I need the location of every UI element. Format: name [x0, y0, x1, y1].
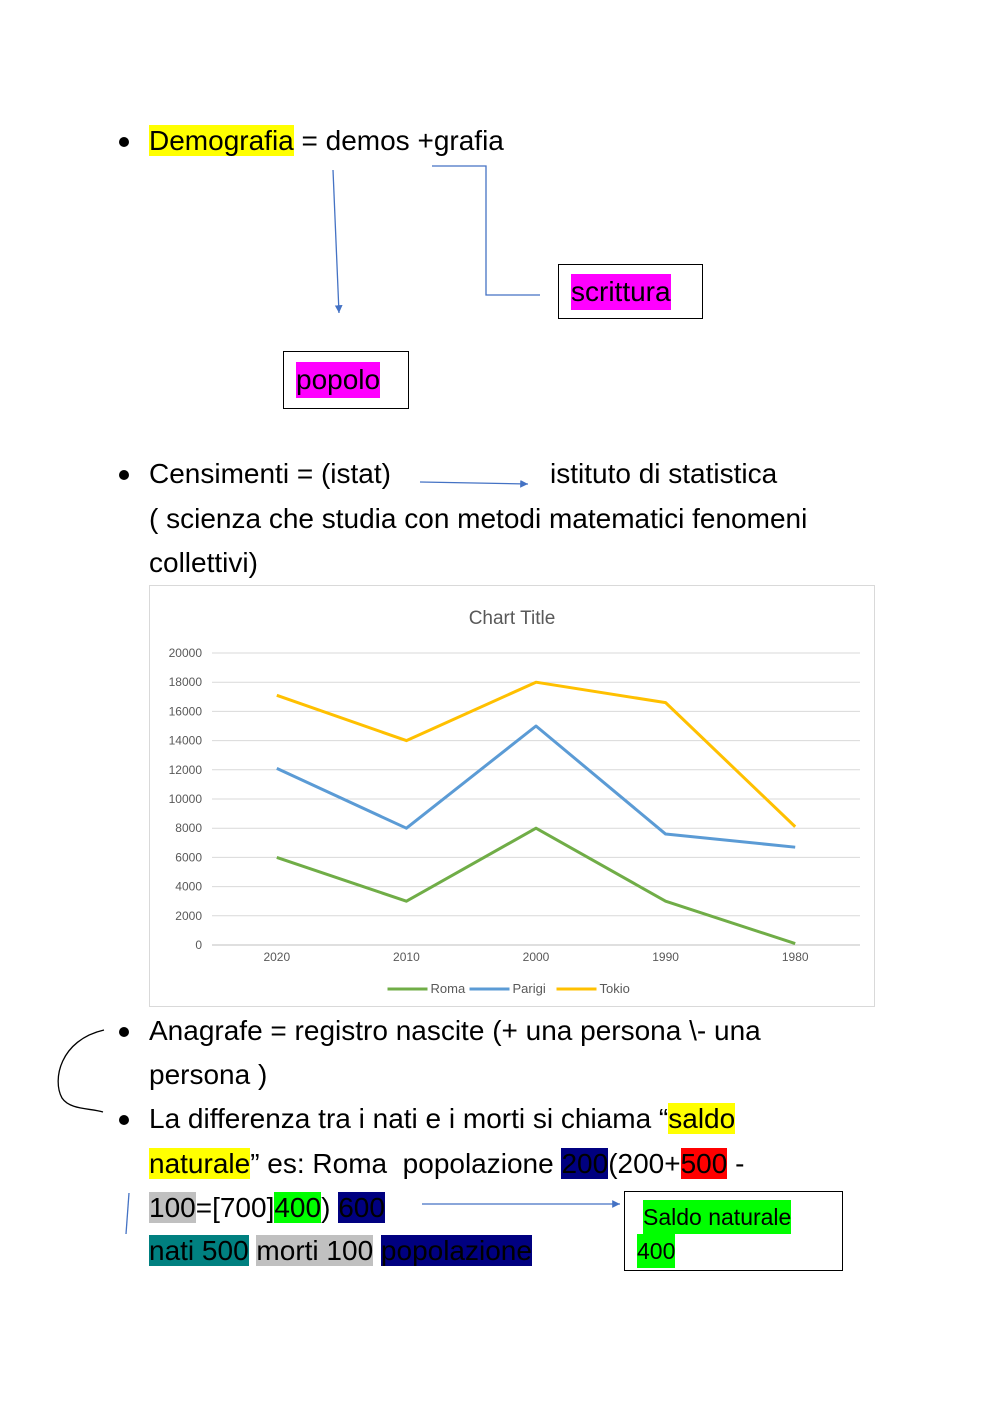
anagrafe-line-1: Anagrafe = registro nascite (+ una persona \- una [149, 1015, 761, 1046]
paren-200: (200+ [608, 1148, 681, 1179]
val-500: 500 [680, 1148, 728, 1179]
arrow-istat [420, 482, 528, 484]
chart-title: Chart Title [468, 608, 556, 629]
val-400: 400 [274, 1192, 322, 1223]
y-tick-label: 20000 [168, 646, 202, 660]
saldo-highlight: saldo [668, 1103, 736, 1134]
censimenti-line-1a: Censimenti = (istat) [149, 458, 391, 489]
y-tick-label: 14000 [168, 733, 202, 748]
saldo-text: La differenza tra i nati e i morti si chiama “ [149, 1103, 669, 1134]
close-paren: ) [321, 1192, 339, 1223]
x-tick-label: 1990 [652, 950, 679, 964]
margin-mark [126, 1193, 129, 1234]
scrittura-label: scrittura [571, 274, 671, 310]
morti-100: morti 100 [256, 1235, 374, 1266]
connector-to-scrittura [432, 166, 540, 295]
y-tick-label: 2000 [175, 908, 202, 923]
legend-label: Roma [430, 981, 466, 996]
legend-label: Tokio [599, 981, 630, 996]
scrittura-box [558, 264, 703, 319]
saldo-naturale-box [624, 1191, 843, 1271]
popolo-box [283, 351, 409, 409]
series-line-roma [277, 828, 795, 943]
bracket-700: =[700] [195, 1192, 275, 1223]
term-demografia: Demografia [149, 125, 294, 156]
bullet-dot [119, 1115, 129, 1125]
saldo-line-4 [149, 1231, 532, 1271]
pop-200: 200 [561, 1148, 609, 1179]
val-600: 600 [338, 1192, 385, 1223]
y-tick-label: 6000 [175, 850, 202, 865]
y-tick-label: 12000 [168, 762, 202, 777]
val-100: 100 [149, 1192, 196, 1223]
x-tick-label: 2010 [393, 950, 420, 964]
bullet-dot [119, 470, 129, 480]
censimenti-line-2: ( scienza che studia con metodi matematici fenomeni [149, 503, 808, 534]
x-tick-label: 1980 [781, 950, 809, 964]
nati-500: nati 500 [149, 1235, 249, 1266]
arrow-to-popolo [333, 170, 339, 313]
roma-text: ” es: Roma popolazione [250, 1148, 562, 1179]
saldo-line-2 [149, 1144, 744, 1184]
y-tick-label: 8000 [175, 821, 202, 836]
anagrafe-line-2: persona ) [149, 1059, 268, 1090]
y-tick-label: 10000 [168, 792, 202, 806]
demografia-definition: = demos +grafia [293, 125, 504, 156]
y-tick-label: 0 [195, 938, 202, 952]
legend-label: Parigi [512, 981, 546, 996]
y-tick-label: 18000 [168, 675, 202, 690]
censimenti-line-1b: istituto di statistica [550, 458, 778, 489]
popolo-label: popolo [296, 362, 380, 398]
x-tick-label: 2020 [263, 950, 291, 964]
minus: - [727, 1148, 745, 1179]
censimenti-line-3: collettivi) [149, 547, 258, 578]
saldo-line-3 [149, 1188, 385, 1228]
bracket-curve [58, 1030, 104, 1112]
saldo-note-line1: Saldo naturale [643, 1200, 791, 1234]
population-chart [149, 585, 875, 1007]
y-tick-label: 16000 [168, 704, 202, 719]
popolazione-label: popolazione [380, 1235, 532, 1266]
bullet-dot [119, 1027, 129, 1037]
saldo-line-1 [149, 1099, 735, 1139]
chart-canvas [150, 586, 874, 1006]
x-tick-label: 2000 [522, 950, 550, 964]
naturale-highlight: naturale [149, 1148, 251, 1179]
saldo-note-line2: 400 [637, 1234, 675, 1268]
y-tick-label: 4000 [175, 879, 202, 894]
